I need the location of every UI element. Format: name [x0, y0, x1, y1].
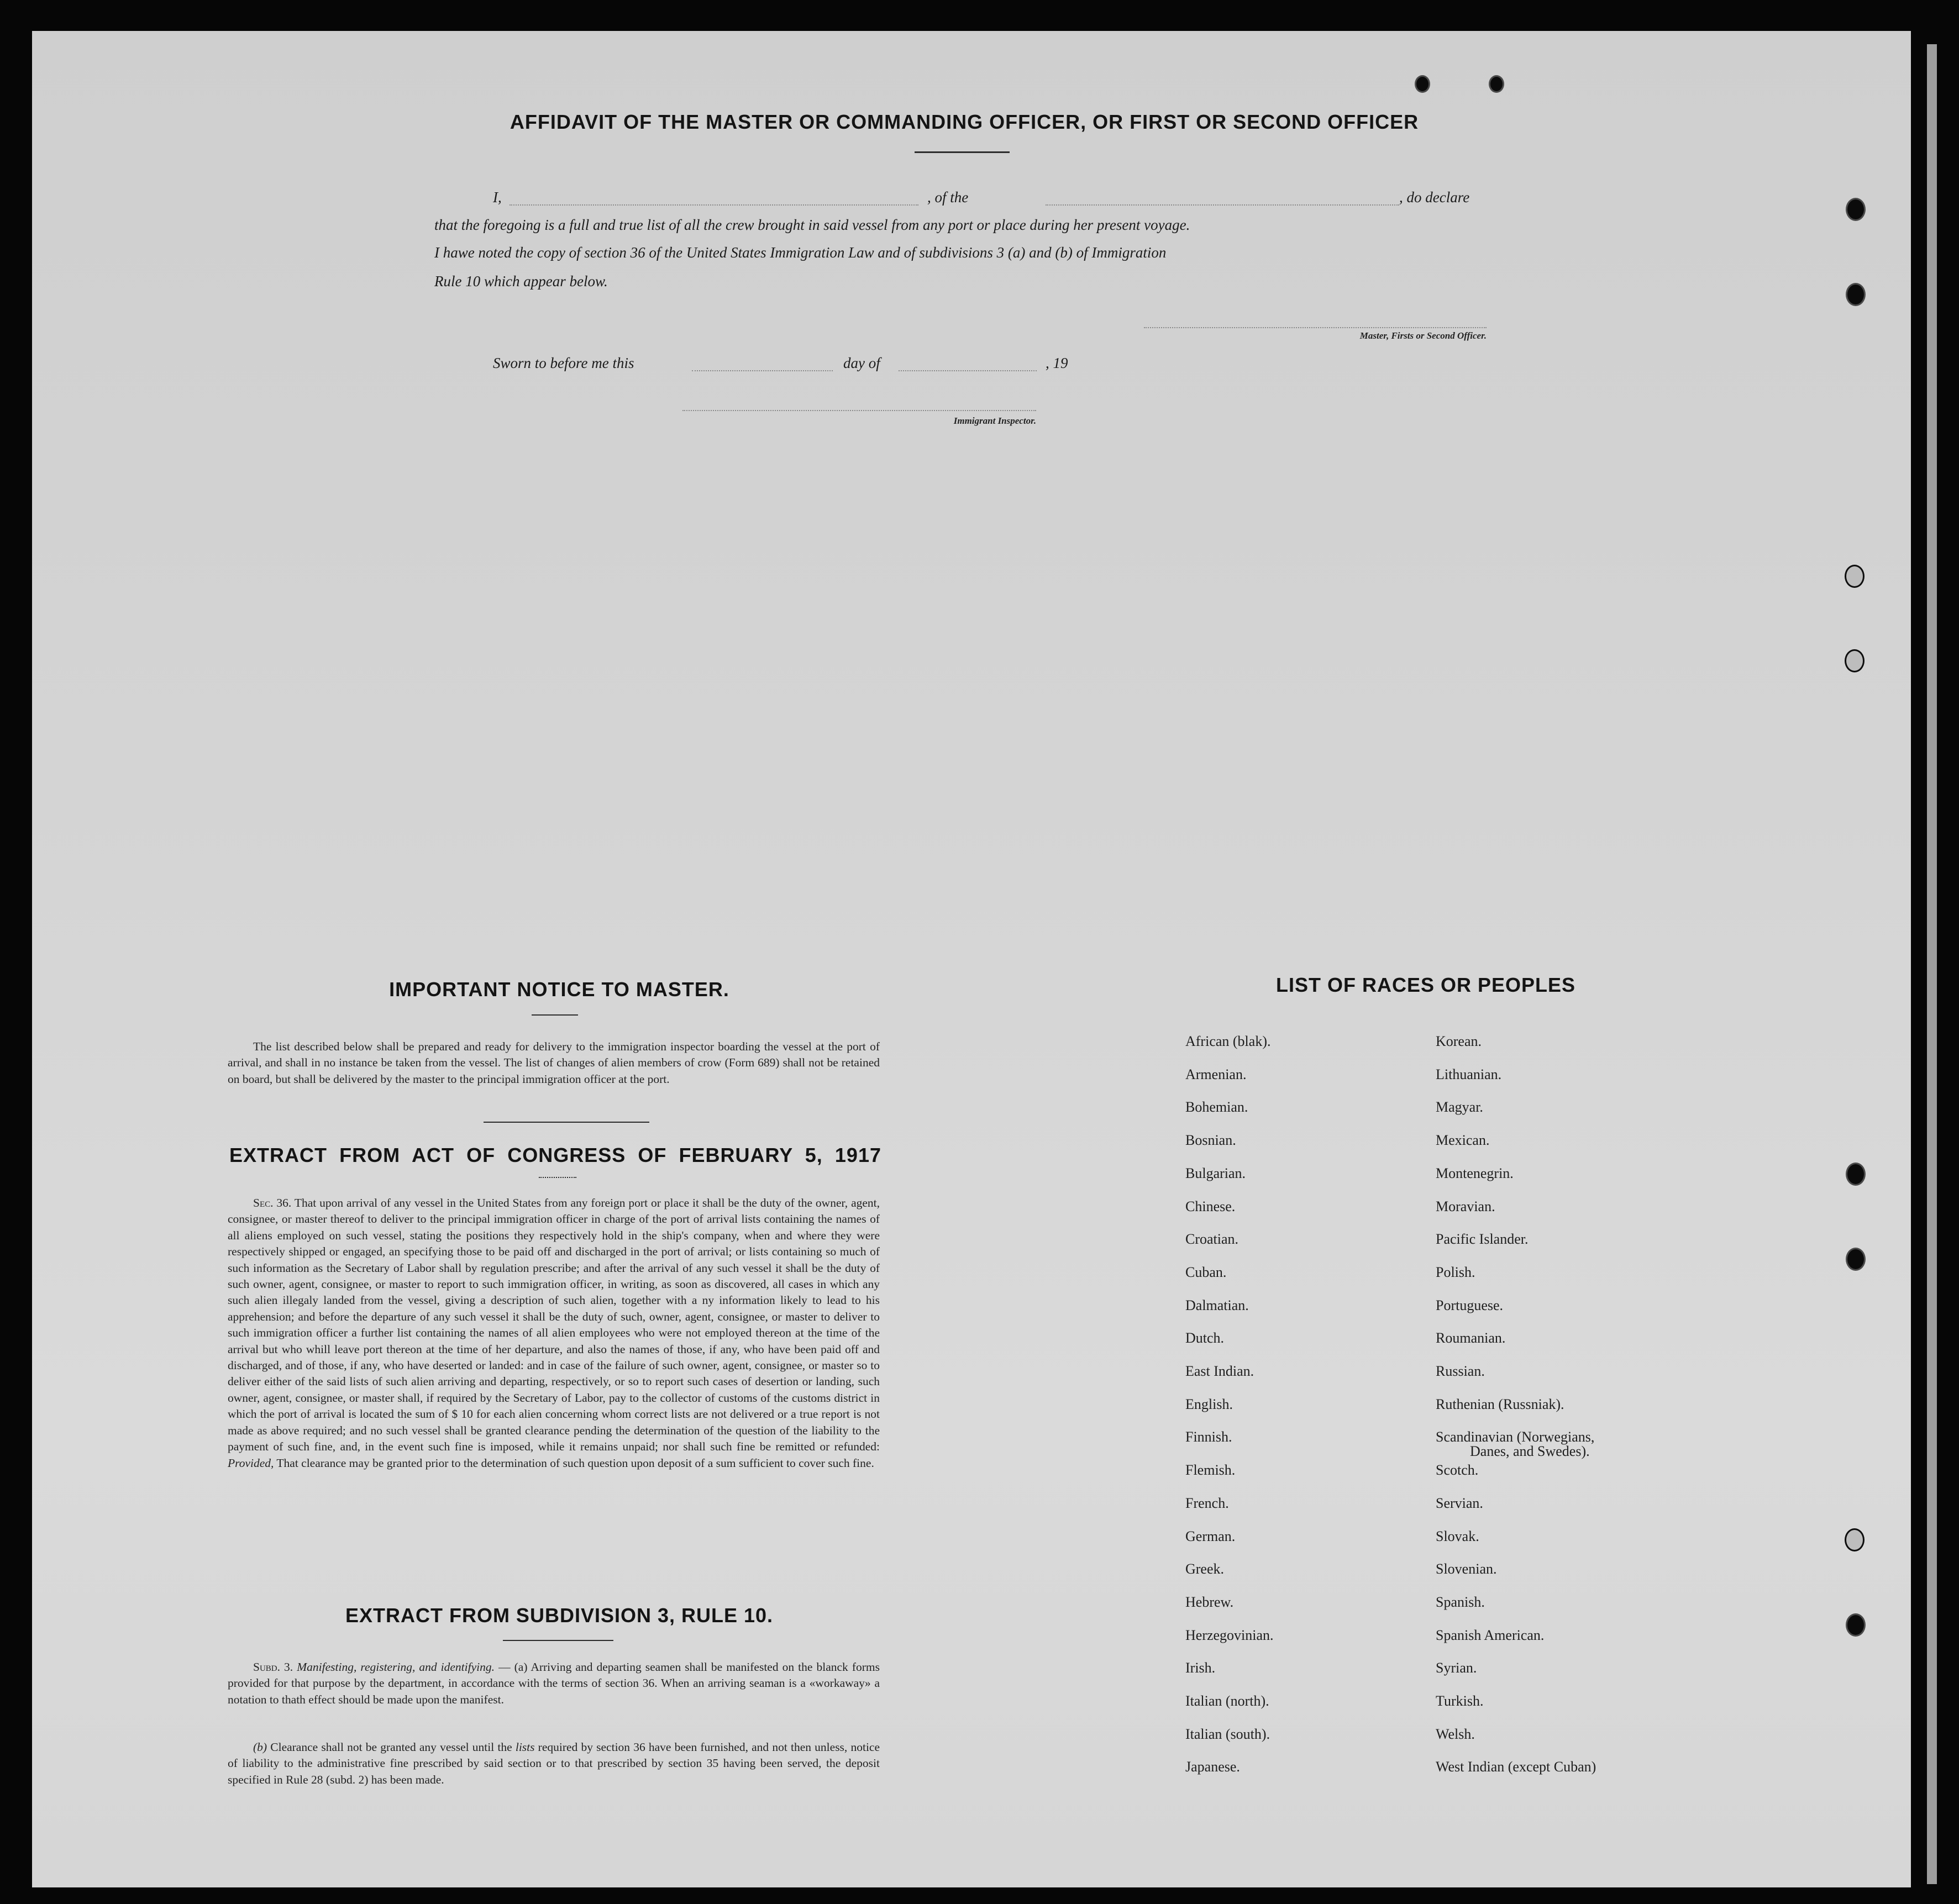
act-text: That upon arrival of any vessel in the United States from any foreign port or place it shall be the duty of the owner, agent, consignee, or master thereof to deliver to the principal immigration officer in charge of the port of arrival lists containing the names of all aliens employed on such vessel, stating the positions they respectively hold in the ship's company, when and where they were respectively shipped or engaged, an specifying those to be paid off and discharged in the port of arrival; or lists containing so much of such information as the Secretary of Labor shall by regulation prescribe; and after the arrival of any such vessel it shall be the duty of such owner, agent, consignee, or master to report to such immigration officer, in writing, as soon as discovered, all cases in which any such alien illegaly landed from the vessel, giving a description of such alien, together with a ny information likely to lead to his apprehension; and before the departure of any such vessel it shall be the duty of such, owner, agent, consignee, or master to deliver to such immigration officer a further list containing the names of all alien employees who were not employed thereon at the time of the arrival but who whill leave port thereon at the time of her departure, and also the names of those, if any, who have been paid off and discharged, and of those, if any, who have deserted or landed: and in case of the failure of such owner, agent, consignee, or master so to deliver either of the said lists of such alien arriving and departing, respectively, or so to report such cases of desertion or landing, such owner, agent, consignee, or master shall, if required by the Secretary of Labor, pay to the collector of customs of the customs district in which the port of arrival is located the sum of $ 10 for each alien concerning whom correct lists are not delivered or a true report is not made as above required; and no such vessel shall be granted clearance pending the determination of the question of the liability to the payment of such fine, and, in the event such fine is imposed, while it remains unpaid; nor shall such fine be remitted or refunded: [228, 1196, 880, 1454]
sworn-label: Sworn to before me this [493, 355, 634, 371]
rule-title-rule [503, 1640, 613, 1641]
act-title: EXTRACT FROM ACT OF CONGRESS OF FEBRUARY 5, 1917 [229, 1144, 881, 1166]
race-item: Greek. [1185, 1561, 1225, 1577]
race-item: African (blak). [1185, 1033, 1271, 1049]
race-item: Italian (north). [1185, 1693, 1269, 1709]
binder-hole-icon [1845, 649, 1865, 672]
rule-para-b [228, 1739, 880, 1788]
binder-hole-icon [1845, 565, 1865, 588]
race-item: Italian (south). [1185, 1726, 1270, 1742]
race-item: Scandinavian (Norwegians, [1436, 1429, 1595, 1445]
subd-heading: Manifesting, registering, and identifying. [297, 1660, 495, 1674]
binder-hole-icon [1489, 75, 1504, 93]
race-item: English. [1185, 1396, 1233, 1412]
inspector-signature-caption: Immigrant Inspector. [953, 415, 1036, 426]
race-item: Bulgarian. [1185, 1165, 1246, 1181]
race-item: Croatian. [1185, 1231, 1239, 1248]
race-item: Finnish. [1185, 1429, 1232, 1445]
sworn-day-field[interactable] [692, 370, 833, 371]
race-item: Flemish. [1185, 1462, 1236, 1479]
race-item: Hebrew. [1185, 1593, 1234, 1610]
race-item: Chinese. [1185, 1198, 1236, 1214]
subd-label: Subd. 3. [253, 1660, 293, 1674]
affidavit-line-1 [493, 182, 1493, 212]
race-item: Cuban. [1185, 1264, 1227, 1280]
race-item: Slovak. [1436, 1528, 1479, 1544]
provided-label: Provided, [228, 1456, 274, 1470]
race-item: Pacific Islander. [1436, 1231, 1529, 1248]
race-item: Bosnian. [1185, 1132, 1236, 1149]
notice-divider [484, 1122, 649, 1123]
i-label: I, [493, 189, 502, 206]
race-item: Spanish American. [1436, 1627, 1545, 1643]
para-b-end: required by section 36 have been furnished, and not then unless, notice of liability to the administrative fine prescribed by said section or to that prescribed by section 35 having been served, the deposit specified in Rule 28 (subd. 2) has been made. [228, 1740, 880, 1786]
inspector-signature-field[interactable] [682, 410, 1036, 411]
affidavit-line-3: I hawe noted the copy of section 36 of the United States Immigration Law and of subdivisions 3 (a) and (b) of Immigration [434, 244, 1167, 261]
race-item: Turkish. [1436, 1693, 1484, 1709]
race-item: Russian. [1436, 1363, 1485, 1379]
race-item: Spanish. [1436, 1593, 1485, 1610]
binder-hole-icon [1415, 75, 1430, 93]
officer-signature-field[interactable] [1144, 327, 1487, 328]
notice-title: IMPORTANT NOTICE TO MASTER. [389, 978, 729, 1001]
sworn-line [493, 348, 1101, 378]
race-item: Korean. [1436, 1033, 1482, 1049]
rule-para-a-text: — (a) Arriving and departing seamen shall be manifested on the blanck forms provided for that purpose by the department, in accordance with the terms of section 36. When an arriving seaman is a «workaway» a notation to thath effect should be made upon the manifest. [228, 1660, 880, 1706]
race-item: Montenegrin. [1436, 1165, 1514, 1181]
race-item: Irish. [1185, 1660, 1216, 1676]
binder-hole-icon [1846, 1613, 1866, 1637]
rule-para-a [228, 1659, 880, 1708]
notice-title-rule [532, 1014, 578, 1016]
race-item: Roumanian. [1436, 1330, 1506, 1347]
affidavit-line-4: Rule 10 which appear below. [434, 273, 608, 290]
lists-word: lists [515, 1740, 535, 1754]
para-b-label: (b) [253, 1740, 267, 1754]
race-item: Bohemian. [1185, 1099, 1248, 1116]
race-item: Japanese. [1185, 1759, 1240, 1775]
day-of-label: day of [843, 355, 880, 371]
sworn-month-field[interactable] [899, 370, 1037, 371]
race-item: Dalmatian. [1185, 1297, 1249, 1313]
name-field[interactable] [510, 204, 918, 206]
of-the-label: , of the [927, 189, 969, 206]
binder-hole-icon [1846, 1163, 1866, 1186]
race-item: Dutch. [1185, 1330, 1225, 1347]
race-item: Lithuanian. [1436, 1066, 1502, 1082]
race-item: Herzegovinian. [1185, 1627, 1274, 1643]
race-item: Moravian. [1436, 1198, 1495, 1214]
year-label: , 19 [1046, 355, 1068, 371]
affidavit-title-rule [915, 151, 1010, 153]
binder-hole-icon [1846, 1248, 1866, 1271]
race-item: East Indian. [1185, 1363, 1254, 1379]
race-item: Syrian. [1436, 1660, 1477, 1676]
race-item: Mexican. [1436, 1132, 1490, 1149]
race-item: Polish. [1436, 1264, 1475, 1280]
vessel-field[interactable] [1046, 204, 1399, 206]
act-text-end: That clearance may be granted prior to the determination of such question upon deposit of a sum sufficient to cover such fine. [276, 1456, 874, 1470]
rule-title: EXTRACT FROM SUBDIVISION 3, RULE 10. [345, 1604, 774, 1627]
race-item: West Indian (except Cuban) [1436, 1759, 1596, 1775]
do-declare-label: , do declare [1399, 189, 1470, 206]
race-item: Magyar. [1436, 1099, 1483, 1116]
binder-hole-icon [1846, 283, 1866, 306]
officer-signature-caption: Master, Firsts or Second Officer. [1359, 330, 1487, 341]
affidavit-line-2: that the foregoing is a full and true list of all the crew brought in said vessel from any port or place during her present voyage. [434, 217, 1190, 233]
sec-label: Sec. 36. [253, 1196, 292, 1209]
race-item: Welsh. [1436, 1726, 1475, 1742]
race-item: Servian. [1436, 1495, 1483, 1511]
race-item: Armenian. [1185, 1066, 1247, 1082]
race-item: Slovenian. [1436, 1561, 1497, 1577]
page-edge [1927, 44, 1937, 1884]
race-item: Portuguese. [1436, 1297, 1504, 1313]
act-body [228, 1195, 880, 1471]
races-title: LIST OF RACES OR PEOPLES [1275, 974, 1576, 996]
affidavit-title: AFFIDAVIT OF THE MASTER OR COMMANDING OFFICER, OR FIRST OR SECOND OFFICER [510, 111, 1419, 133]
race-item: Danes, and Swedes). [1470, 1443, 1590, 1460]
race-item: Ruthenian (Russniak). [1436, 1396, 1564, 1412]
binder-hole-icon [1845, 1528, 1865, 1551]
notice-body: The list described below shall be prepared and ready for delivery to the immigration inspector boarding the vessel at the port of arrival, and shall in no instance be taken from the vessel. The list of changes of alien members of crow (Form 689) shall not be retained on board, but shall be delivered by the master to the principal immigration officer at the port. [228, 1040, 880, 1086]
para-b-start: Clearance shall not be granted any vessel until the [270, 1740, 512, 1754]
race-item: French. [1185, 1495, 1229, 1511]
binder-hole-icon [1846, 198, 1866, 221]
race-item: German. [1185, 1528, 1236, 1544]
race-item: Scotch. [1436, 1462, 1479, 1479]
act-title-rule [539, 1177, 576, 1178]
